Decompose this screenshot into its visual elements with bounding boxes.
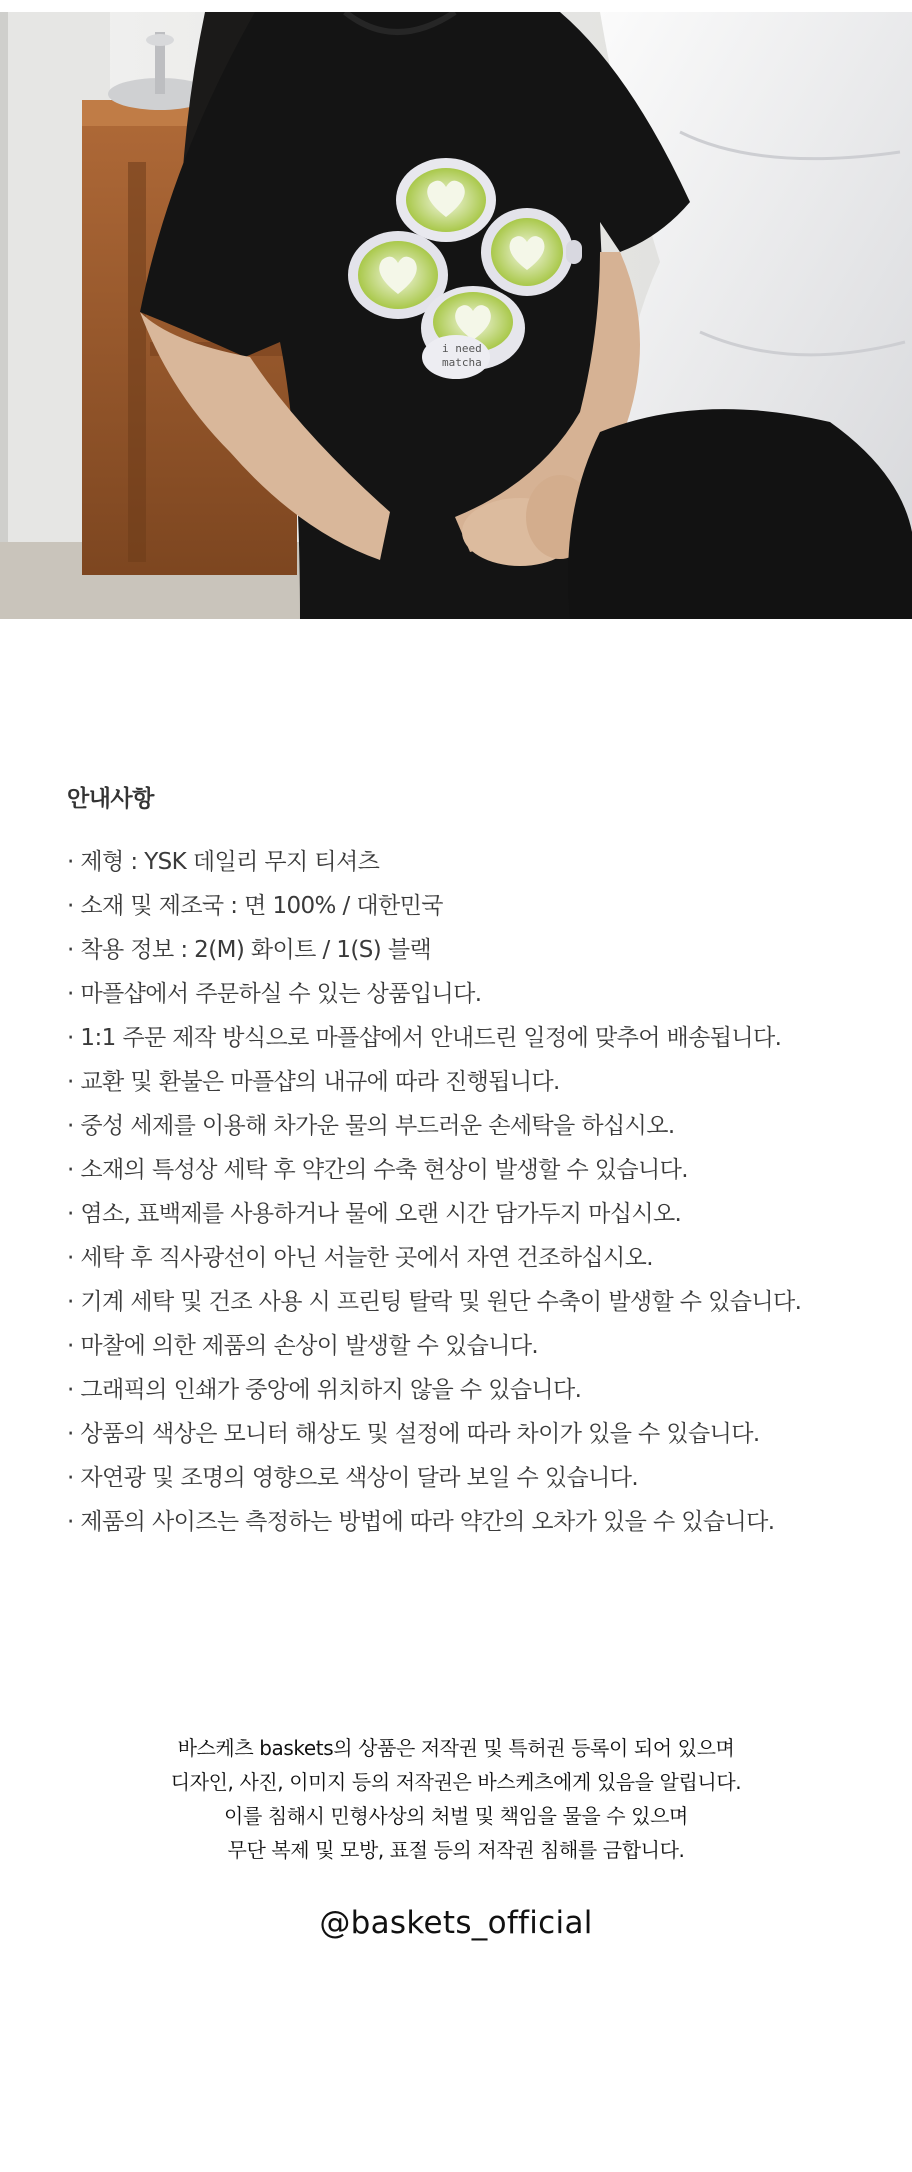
notice-list	[67, 840, 867, 1544]
notice-item: · 제품의 사이즈는 측정하는 방법에 따라 약간의 오차가 있을 수 있습니다.	[67, 1509, 775, 1535]
notice-item: · 제형 : YSK 데일리 무지 티셔츠	[67, 849, 380, 875]
notice-item: · 착용 정보 : 2(M) 화이트 / 1(S) 블랙	[67, 937, 432, 963]
notice-item: · 소재 및 제조국 : 면 100% / 대한민국	[67, 893, 443, 919]
notice-section	[67, 783, 867, 1544]
notice-title: 안내사항	[67, 786, 154, 812]
copyright-line: 바스케츠 baskets의 상품은 저작권 및 특허권 등록이 되어 있으며	[177, 1736, 735, 1760]
notice-item: · 교환 및 환불은 마플샵의 내규에 따라 진행됩니다.	[67, 1069, 560, 1095]
product-photo-illustration	[0, 12, 912, 619]
graphic-text-line-2: matcha	[442, 356, 482, 369]
notice-item: · 그래픽의 인쇄가 중앙에 위치하지 않을 수 있습니다.	[67, 1377, 582, 1403]
notice-item: · 상품의 색상은 모니터 해상도 및 설정에 따라 차이가 있을 수 있습니다.	[67, 1421, 760, 1447]
copyright-line: 무단 복제 및 모방, 표절 등의 저작권 침해를 금합니다.	[227, 1838, 685, 1862]
notice-item: · 중성 세제를 이용해 차가운 물의 부드러운 손세탁을 하십시오.	[67, 1113, 675, 1139]
notice-item: · 세탁 후 직사광선이 아닌 서늘한 곳에서 자연 건조하십시오.	[67, 1245, 653, 1271]
copyright-line: 이를 침해시 민형사상의 처벌 및 책임을 물을 수 있으며	[224, 1804, 688, 1828]
product-photo	[0, 12, 912, 619]
notice-item: · 염소, 표백제를 사용하거나 물에 오랜 시간 담가두지 마십시오.	[67, 1201, 682, 1227]
notice-item: · 소재의 특성상 세탁 후 약간의 수축 현상이 발생할 수 있습니다.	[67, 1157, 688, 1183]
notice-item: · 1:1 주문 제작 방식으로 마플샵에서 안내드린 일정에 맞추어 배송됩니다.	[67, 1025, 782, 1051]
copyright-section	[0, 1731, 912, 1943]
copyright-line: 디자인, 사진, 이미지 등의 저작권은 바스케츠에게 있음을 알립니다.	[170, 1770, 742, 1794]
notice-item: · 기계 세탁 및 건조 사용 시 프린팅 탈락 및 원단 수축이 발생할 수 있습니다.	[67, 1289, 802, 1315]
notice-item: · 마찰에 의한 제품의 손상이 발생할 수 있습니다.	[67, 1333, 539, 1359]
notice-item: · 자연광 및 조명의 영향으로 색상이 달라 보일 수 있습니다.	[67, 1465, 639, 1491]
brand-handle: @baskets_official	[319, 1905, 593, 1941]
graphic-text-line-1: i need	[442, 342, 482, 355]
notice-item: · 마플샵에서 주문하실 수 있는 상품입니다.	[67, 981, 482, 1007]
